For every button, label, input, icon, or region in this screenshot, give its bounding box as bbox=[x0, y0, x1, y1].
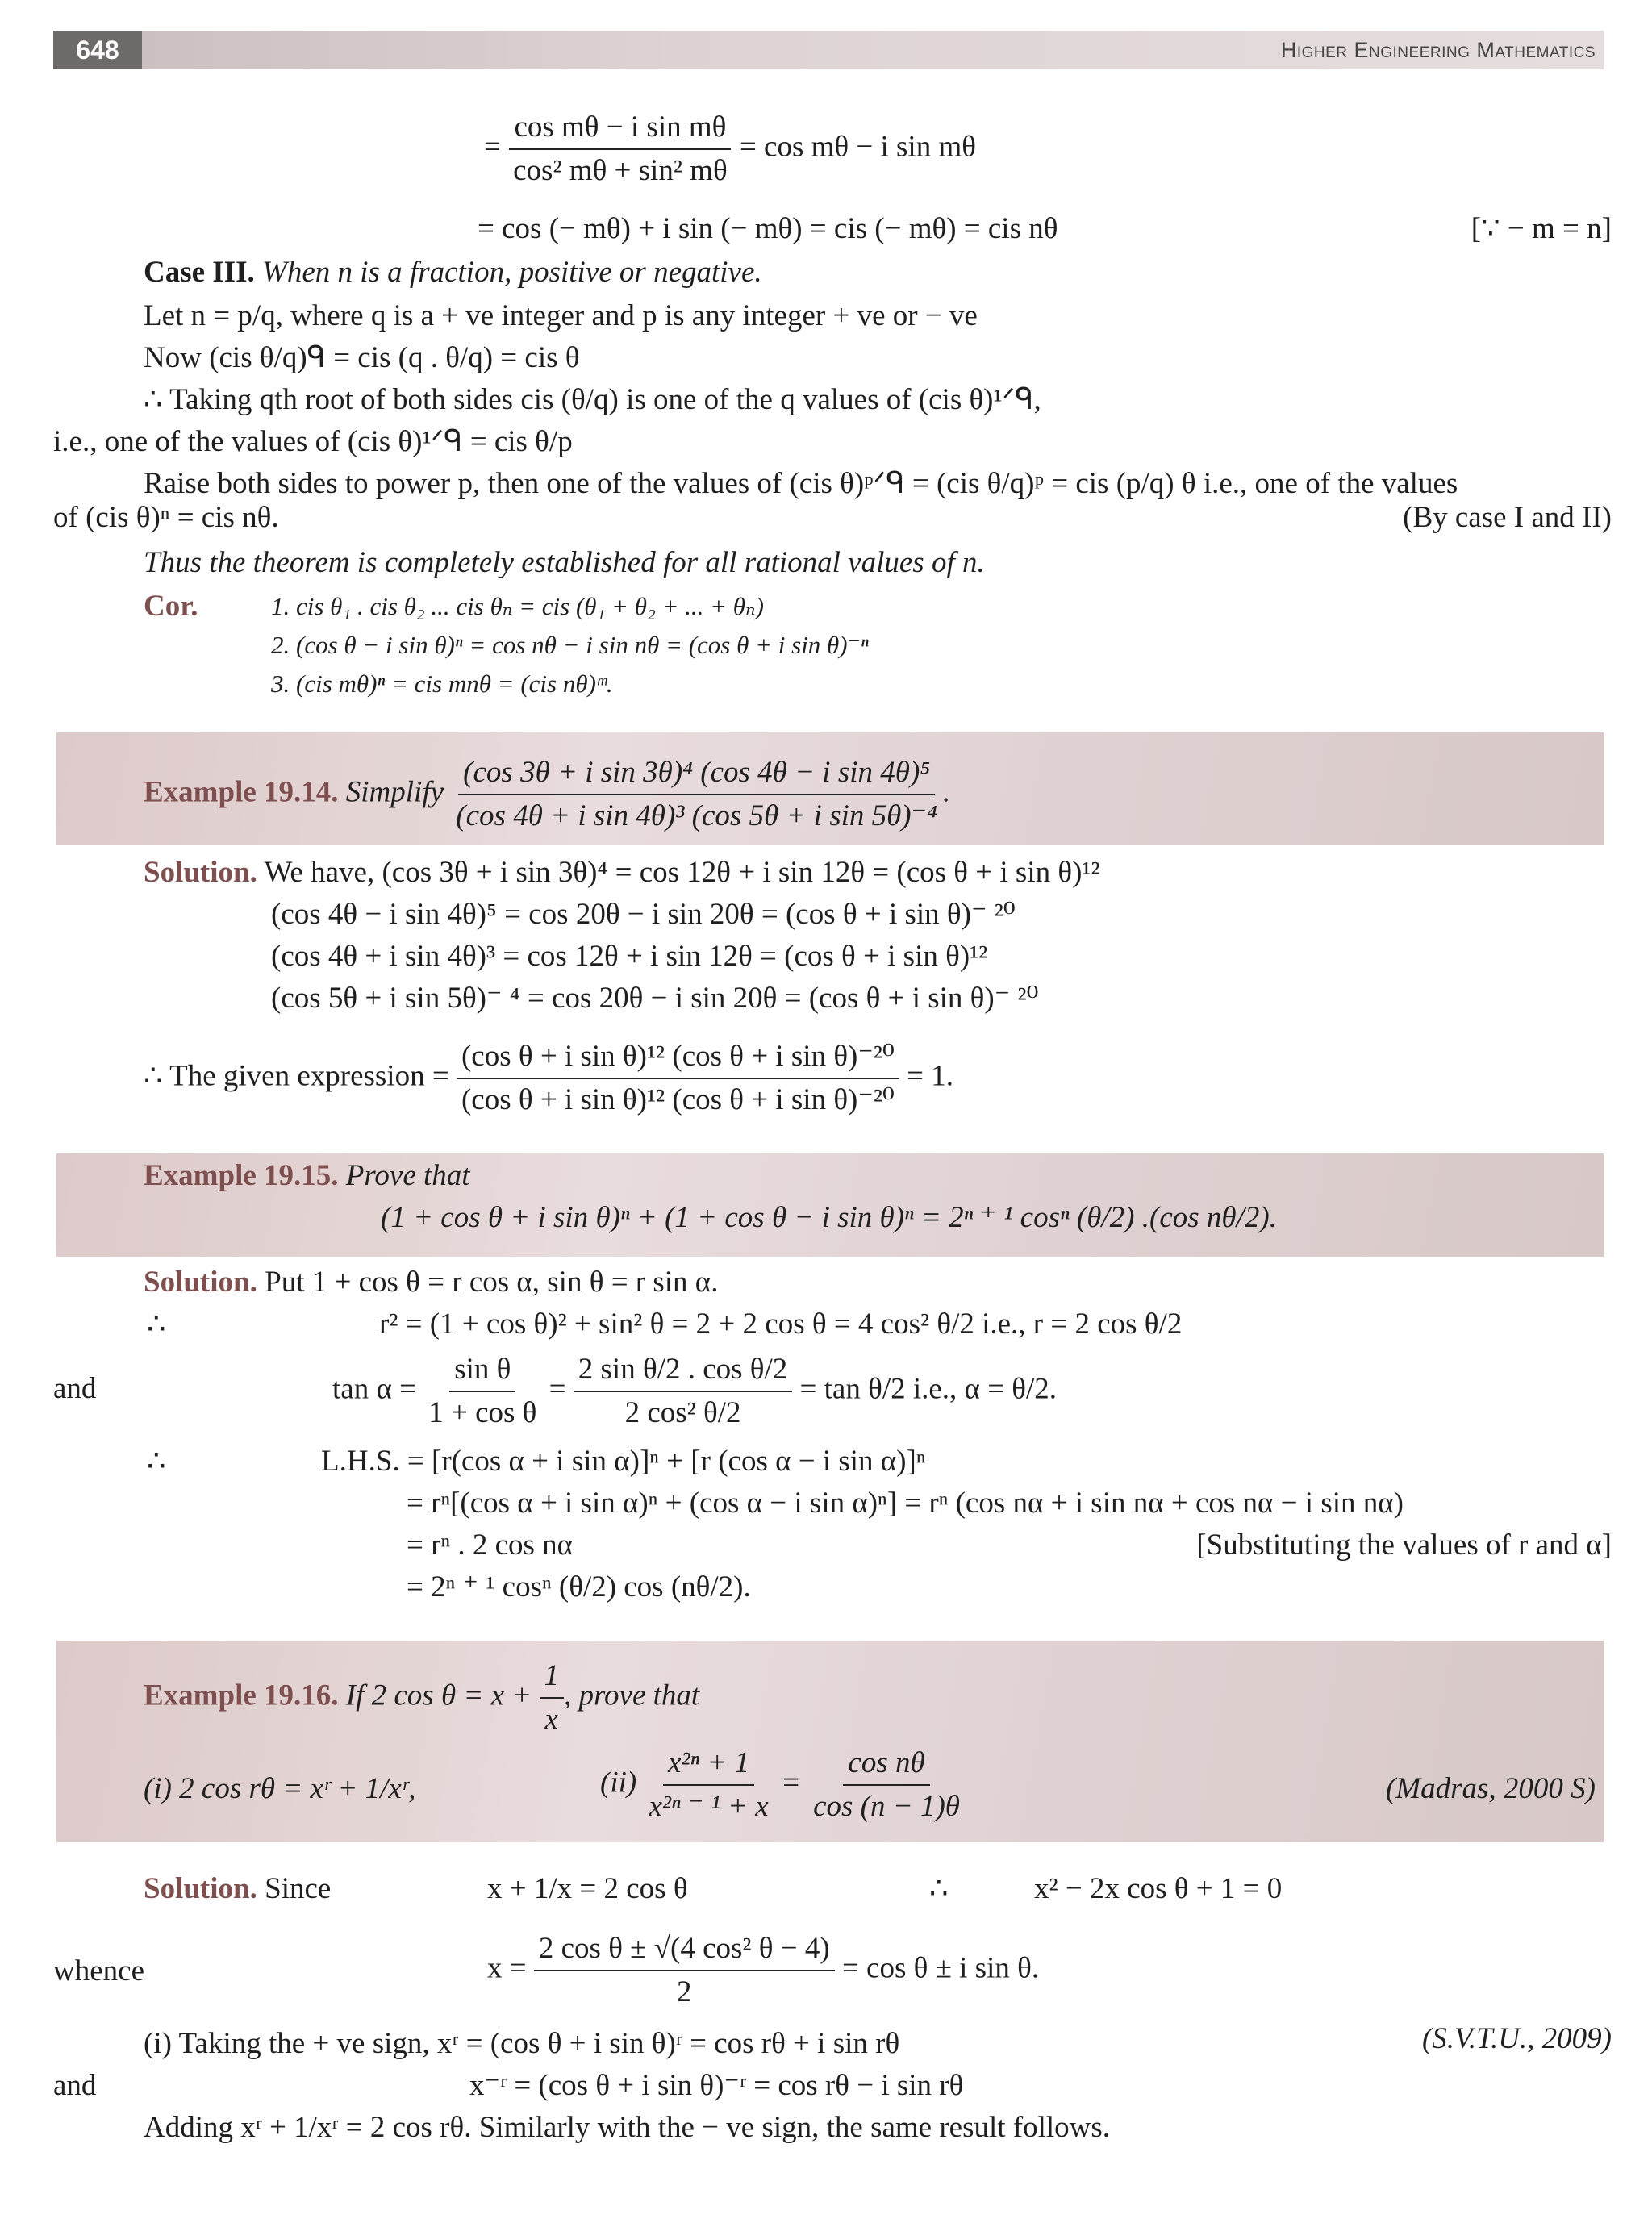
solution-line: ∴ The given expression = $\frac{\text{(cos θ + i sin θ)¹² (cos θ + i sin θ)⁻²⁰}}{\text{(cos θ + i sin θ)¹² (cos θ + i sin θ)⁻²⁰}}$ = 1. bbox=[144, 1040, 953, 1116]
fraction: $\frac{\text{cos mθ − i sin mθ}}{\text{cos² mθ + sin² mθ}}$ bbox=[508, 110, 732, 189]
solution-line: = rⁿ[(cos α + i sin α)ⁿ + (cos α − i sin α)ⁿ] = rⁿ (cos nα + i sin nα + cos nα − i sin nα) bbox=[407, 1487, 1404, 1520]
page-number: 648 bbox=[53, 31, 142, 69]
therefore-symbol: ∴ bbox=[929, 1872, 949, 1905]
and-word: and bbox=[53, 1372, 97, 1405]
text-line: Now (cis θ/q)ᑫ = cis (q . θ/q) = cis θ bbox=[144, 341, 580, 374]
solution-line: x + 1/x = 2 cos θ bbox=[487, 1872, 688, 1905]
eq-line: = cos (− mθ) + i sin (− mθ) = cis (− mθ) = cis nθ bbox=[478, 212, 1058, 245]
text-line: ∴ Taking qth root of both sides cis (θ/q) is one of the q values of (cis θ)¹ᐟᑫ, bbox=[144, 383, 1041, 416]
source-citation: (Madras, 2000 S) bbox=[1385, 1772, 1596, 1805]
eq-fraction-line: = $\frac{\text{cos mθ − i sin mθ}}{\text{cos² mθ + sin² mθ}}$ = cos mθ − i sin mθ bbox=[484, 111, 976, 187]
fraction: $\frac{\text{sin θ}}{\text{1 + cos θ}}$ bbox=[428, 1353, 537, 1429]
whence-word: whence bbox=[53, 1954, 144, 1987]
example-heading: Example 19.15. Prove that bbox=[144, 1159, 470, 1192]
corollary-item: 1. cis θ₁ . cis θ₂ ... cis θₙ = cis (θ₁ + θ₂ + ... + θₙ) bbox=[271, 592, 764, 620]
solution-line: Adding xʳ + 1/xʳ = 2 cos rθ. Similarly with the − ve sign, the same result follows. bbox=[144, 2111, 1111, 2144]
solution-line: tan α = $\frac{\text{sin θ}}{\text{1 + cos θ}}$ = $\frac{\text{2 sin θ/2 . cos θ/2}}{\text{2 cos² θ/2}}$ = tan θ/2 i.e., α = θ/2. bbox=[332, 1353, 1058, 1429]
solution-line: L.H.S. = [r(cos α + i sin α)]ⁿ + [r (cos α − i sin α)]ⁿ bbox=[321, 1445, 926, 1478]
solution-line: Solution. Put 1 + cos θ = r cos α, sin θ = r sin α. bbox=[144, 1266, 719, 1299]
therefore-symbol: ∴ bbox=[147, 1445, 166, 1478]
eq-note: [∵ − m = n] bbox=[1471, 212, 1612, 245]
solution-line: (i) Taking the + ve sign, xʳ = (cos θ + i sin θ)ʳ = cos rθ + i sin rθ bbox=[144, 2027, 900, 2060]
fraction: $\frac{\text{(cos θ + i sin θ)¹² (cos θ + i sin θ)⁻²⁰}}{\text{(cos θ + i sin θ)¹² (cos θ + i sin θ)⁻²⁰}}$ bbox=[457, 1039, 899, 1118]
fraction: $\frac{1}{x}$ bbox=[540, 1658, 565, 1737]
solution-line: x⁻ʳ = (cos θ + i sin θ)⁻ʳ = cos rθ − i sin rθ bbox=[469, 2069, 964, 2102]
text-line: Raise both sides to power p, then one of the values of (cis θ)ᵖᐟᑫ = (cis θ/q)ᵖ = cis (p/q) θ i.e., one of the values bbox=[144, 467, 1458, 500]
case-heading: Case III. When n is a fraction, positive or negative. bbox=[144, 256, 762, 289]
source-citation: (S.V.T.U., 2009) bbox=[1421, 2022, 1612, 2055]
text-note: (By case I and II) bbox=[1403, 501, 1612, 534]
corollary-item: 3. (cis mθ)ⁿ = cis mnθ = (cis nθ)ᵐ. bbox=[271, 669, 613, 698]
solution-line: (cos 4θ + i sin 4θ)³ = cos 12θ + i sin 12θ = (cos θ + i sin θ)¹² bbox=[271, 940, 988, 973]
solution-line: r² = (1 + cos θ)² + sin² θ = 2 + 2 cos θ = 4 cos² θ/2 i.e., r = 2 cos θ/2 bbox=[379, 1308, 1183, 1341]
solution-line: = rⁿ . 2 cos nα bbox=[407, 1529, 574, 1562]
text-line: Let n = p/q, where q is a + ve integer and p is any integer + ve or − ve bbox=[144, 299, 978, 332]
solution-line: (cos 4θ − i sin 4θ)⁵ = cos 20θ − i sin 20θ = (cos θ + i sin θ)⁻ ²⁰ bbox=[271, 898, 1016, 931]
corollary-item: 2. (cos θ − i sin θ)ⁿ = cos nθ − i sin nθ = (cos θ + i sin θ)⁻ⁿ bbox=[271, 631, 869, 659]
solution-line: x² − 2x cos θ + 1 = 0 bbox=[1034, 1872, 1283, 1905]
corollary-label: Cor. bbox=[144, 590, 198, 623]
solution-label: Solution. Since bbox=[144, 1872, 332, 1905]
example-part: (ii) $\frac{\text{x²ⁿ + 1}}{\text{x²ⁿ ⁻ ¹ + x}}$ = $\frac{\text{cos nθ}}{\cos (n - 1)\theta}$ bbox=[600, 1745, 965, 1825]
therefore-symbol: ∴ bbox=[147, 1308, 166, 1341]
text-line: i.e., one of the values of (cis θ)¹ᐟᑫ = cis θ/p bbox=[53, 425, 573, 458]
fraction: $\frac{\text{cos nθ}}{\cos (n - 1)\theta}$ bbox=[813, 1746, 960, 1823]
example-part: (i) 2 cos rθ = xʳ + 1/xʳ, bbox=[144, 1772, 416, 1805]
fraction: $\frac{\text{x²ⁿ + 1}}{\text{x²ⁿ ⁻ ¹ + x}}$ bbox=[649, 1746, 769, 1823]
solution-line: = 2ⁿ ⁺ ¹ cosⁿ (θ/2) cos (nθ/2). bbox=[407, 1570, 751, 1604]
running-head: Higher Engineering Mathematics bbox=[1280, 38, 1596, 62]
example-heading: Example 19.16. If 2 cos θ = x + $\frac{1}{x}$ , prove that bbox=[144, 1659, 700, 1736]
text-line: of (cis θ)ⁿ = cis nθ. bbox=[53, 501, 279, 534]
solution-line: (cos 5θ + i sin 5θ)⁻ ⁴ = cos 20θ − i sin 20θ = (cos θ + i sin θ)⁻ ²⁰ bbox=[271, 982, 1039, 1015]
and-word: and bbox=[53, 2069, 97, 2102]
solution-line: x = $\frac{\text{2 cos θ ± √(4 cos² θ − 4)}}{2}$ = cos θ ± i sin θ. bbox=[487, 1932, 1040, 2008]
solution-note: [Substituting the values of r and α] bbox=[1196, 1529, 1612, 1562]
text-line: Thus the theorem is completely established for all rational values of n. bbox=[144, 546, 985, 579]
fraction: $\frac{\text{(cos 3θ + i sin 3θ)⁴ (cos 4θ − i sin 4θ)⁵}}{\text{(cos 4θ + i sin 4θ)³ (cos 5θ + i sin 5θ)⁻⁴}}$ bbox=[456, 756, 938, 832]
fraction: $\frac{\text{2 cos θ ± √(4 cos² θ − 4)}}{2}$ bbox=[534, 1931, 835, 2010]
example-statement: (1 + cos θ + i sin θ)ⁿ + (1 + cos θ − i sin θ)ⁿ = 2ⁿ ⁺ ¹ cosⁿ (θ/2) .(cos nθ/2). bbox=[381, 1201, 1277, 1234]
solution-line: Solution. We have, (cos 3θ + i sin 3θ)⁴ = cos 12θ + i sin 12θ = (cos θ + i sin θ)¹² bbox=[144, 856, 1100, 889]
fraction: $\frac{\text{2 sin θ/2 . cos θ/2}}{\text{2 cos² θ/2}}$ bbox=[574, 1352, 793, 1431]
example-heading: Example 19.14. Simplify $\frac{\text{(cos 3θ + i sin 3θ)⁴ (cos 4θ − i sin 4θ)⁵}}{\text{(cos 4θ + i sin 4θ)³ (cos 5θ + i sin 5θ)⁻⁴}}$ . bbox=[144, 756, 950, 832]
